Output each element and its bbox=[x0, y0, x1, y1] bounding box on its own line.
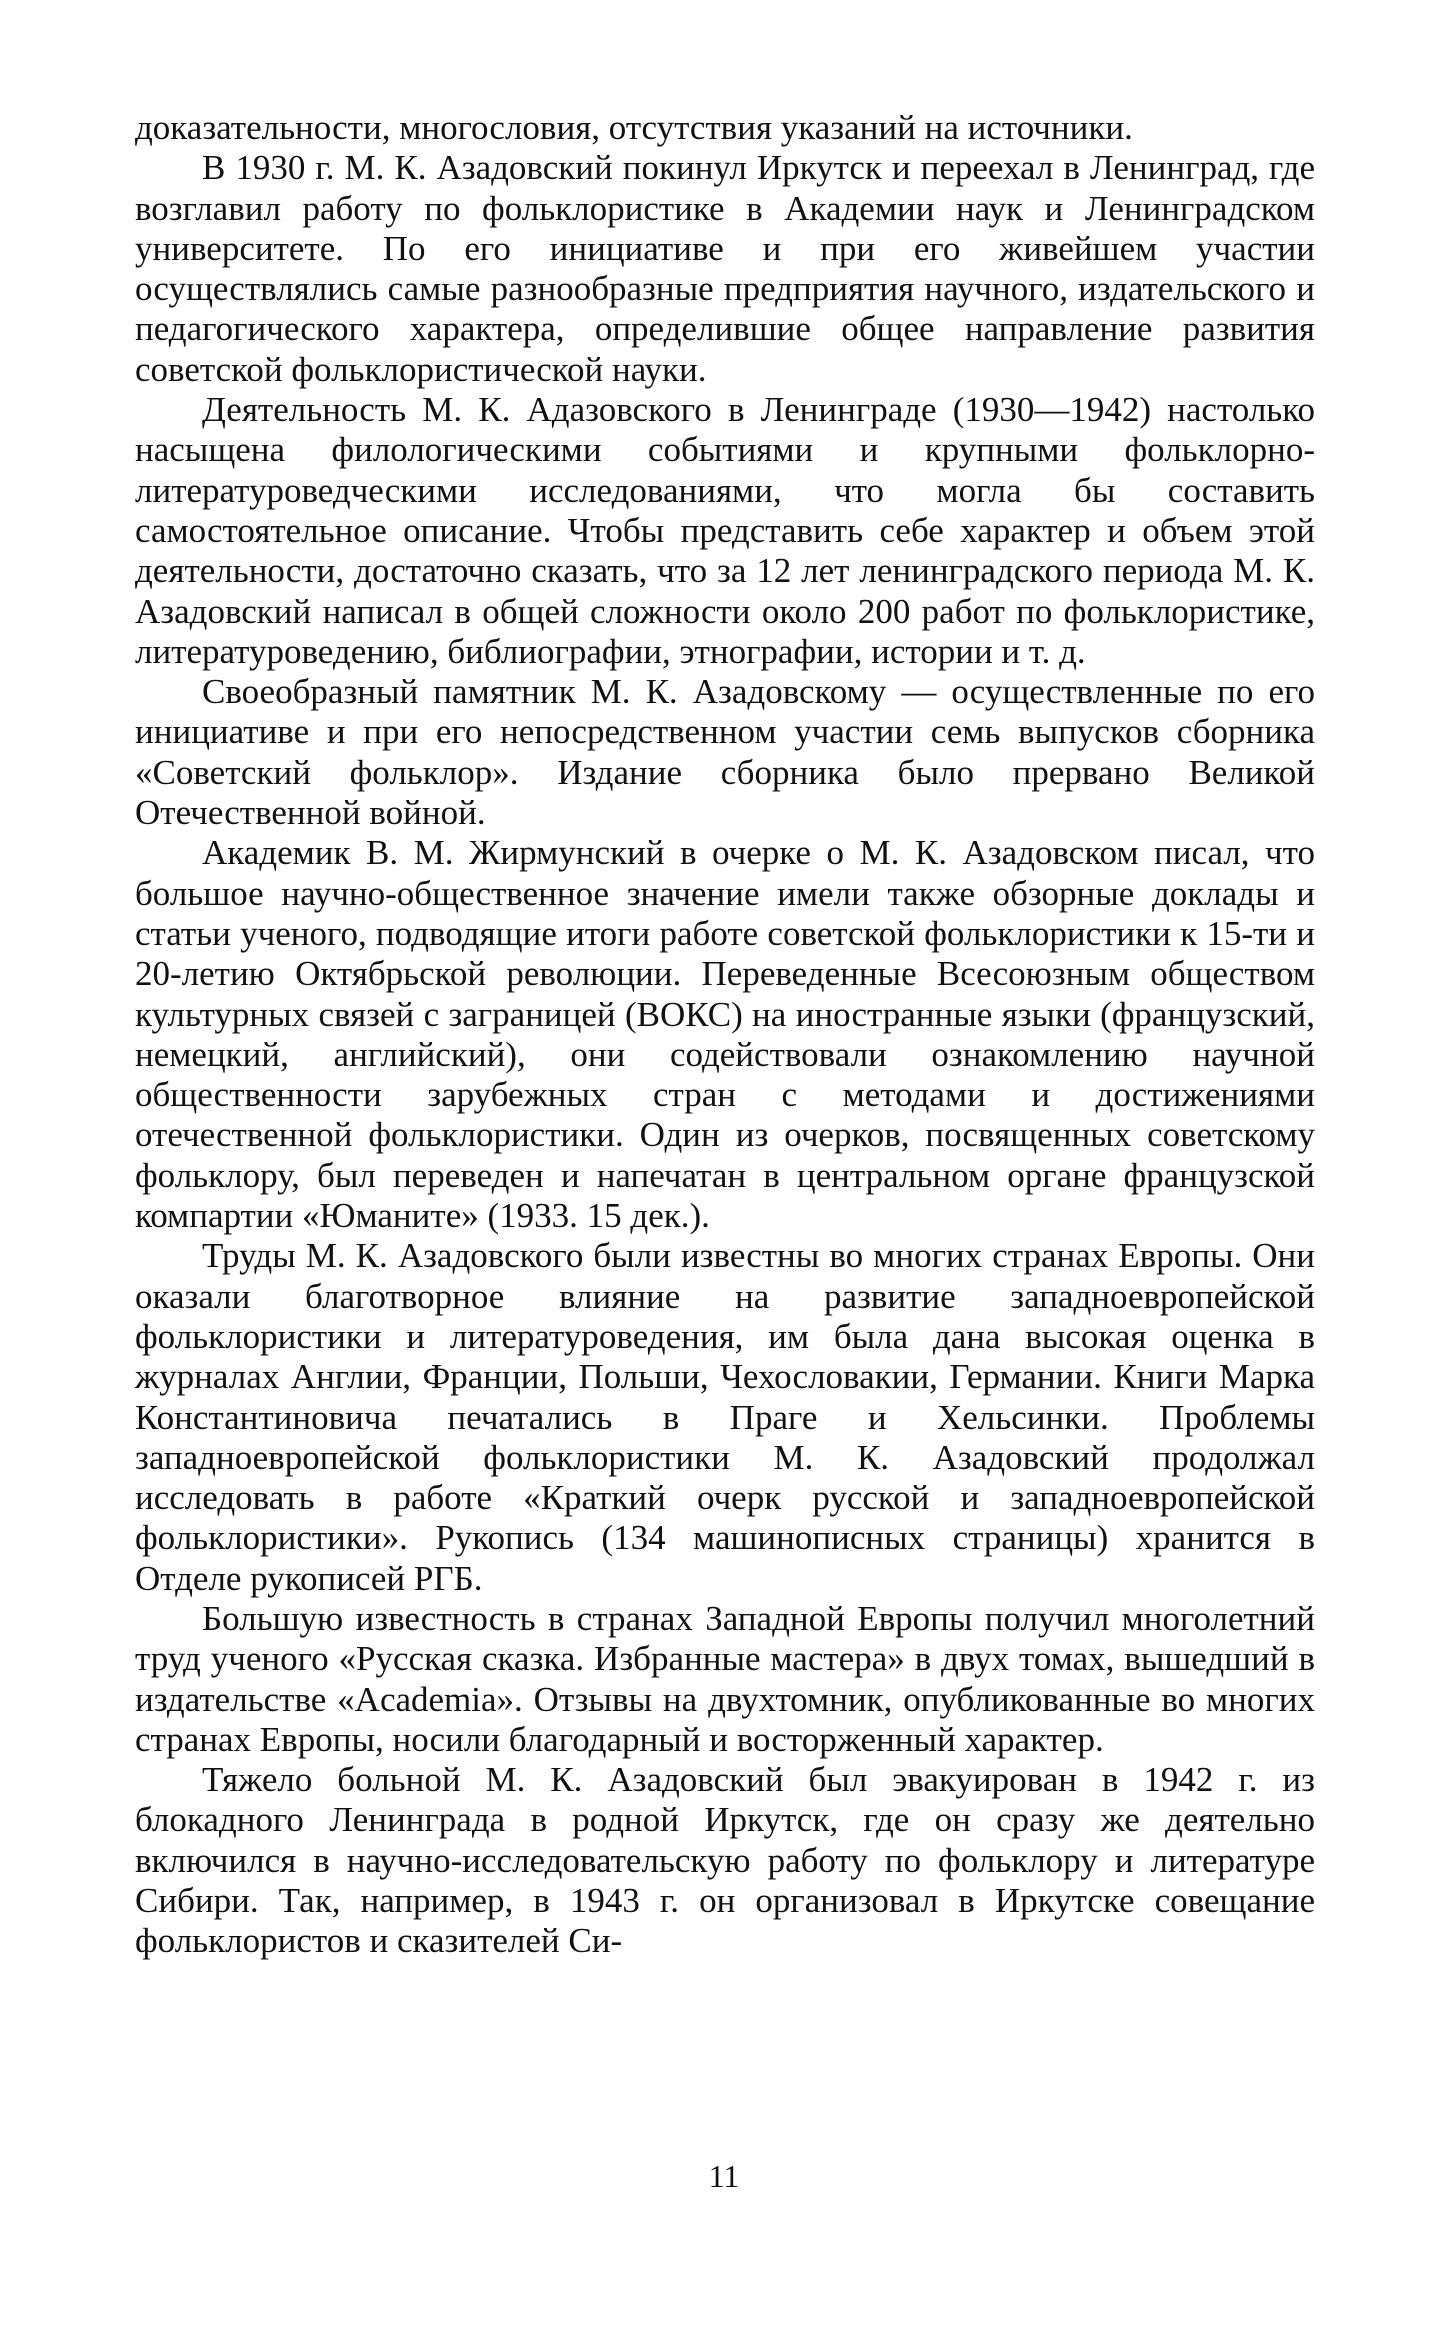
page-body bbox=[135, 108, 1315, 1962]
page-number: 11 bbox=[708, 2158, 740, 2194]
paragraph: Академик В. М. Жирмунский в очерке о М. К. Азадовском писал, что большое научно-общественное значение имели также обзорные доклады и статьи ученого, подводящие итоги работе советской фольклористики к 15-ти и 20-летию Октябрьской революции. Переведенные Всесоюзным обществом культурных связей с заграницей (ВОКС) на иностранные языки (французский, немецкий, английский), они содействовали ознакомлению научной общественности зарубежных стран с методами и достижениями отечественной фольклористики. Один из очерков, посвященных советскому фольклору, был переведен и напечатан в центральном органе французской компартии «Юманите» (1933. 15 дек.). bbox=[135, 833, 1315, 1236]
paragraph: Своеобразный памятник М. К. Азадовскому — осуществленные по его инициативе и при его непосредственном участии семь выпусков сборника «Советский фольклор». Издание сборника было прервано Великой Отечественной войной. bbox=[135, 672, 1315, 833]
paragraph: Большую известность в странах Западной Европы получил многолетний труд ученого «Русская сказка. Избранные мастера» в двух томах, вышедший в издательстве «Academia». Отзывы на двухтомник, опубликованные во многих странах Европы, носили благодарный и восторженный характер. bbox=[135, 1598, 1315, 1759]
paragraph-continued: доказательности, многословия, отсутствия указаний на источники. bbox=[135, 108, 1133, 147]
paragraph: Тяжело больной М. К. Азадовский был эвакуирован в 1942 г. из блокадного Ленинграда в родной Иркутск, где он сразу же деятельно включился в научно-исследовательскую работу по фольклору и литературе Сибири. Так, например, в 1943 г. он организовал в Иркутске совещание фольклористов и сказителей Си- bbox=[135, 1760, 1315, 1961]
paragraph: Труды М. К. Азадовского были известны во многих странах Европы. Они оказали благотворное влияние на развитие западноевропейской фольклористики и литературоведения, им была дана высокая оценка в журналах Англии, Франции, Польши, Чехословакии, Германии. Книги Марка Константиновича печатались в Праге и Хельсинки. Проблемы западноевропейской фольклористики М. К. Азадовский продолжал исследовать в работе «Краткий очерк русской и западноевропейской фольклористики». Рукопись (134 машинописных страницы) хранится в Отделе рукописей РГБ. bbox=[135, 1236, 1315, 1598]
paragraph: В 1930 г. М. К. Азадовский покинул Иркутск и переехал в Ленинград, где возглавил работу по фольклористике в Академии наук и Ленинградском университете. По его инициативе и при его живейшем участии осуществлялись самые разнообразные предприятия научного, издательского и педагогического характера, определившие общее направление развития советской фольклористической науки. bbox=[135, 148, 1315, 389]
paragraph: Деятельность М. К. Адазовского в Ленинграде (1930—1942) настолько насыщена филологическими событиями и крупными фольклорно-литературоведческими исследованиями, что могла бы составить самостоятельное описание. Чтобы представить себе характер и объем этой деятельности, достаточно сказать, что за 12 лет ленинградского периода М. К. Азадовский написал в общей сложности около 200 работ по фольклористике, литературоведению, библиографии, этнографии, истории и т. д. bbox=[135, 390, 1315, 671]
